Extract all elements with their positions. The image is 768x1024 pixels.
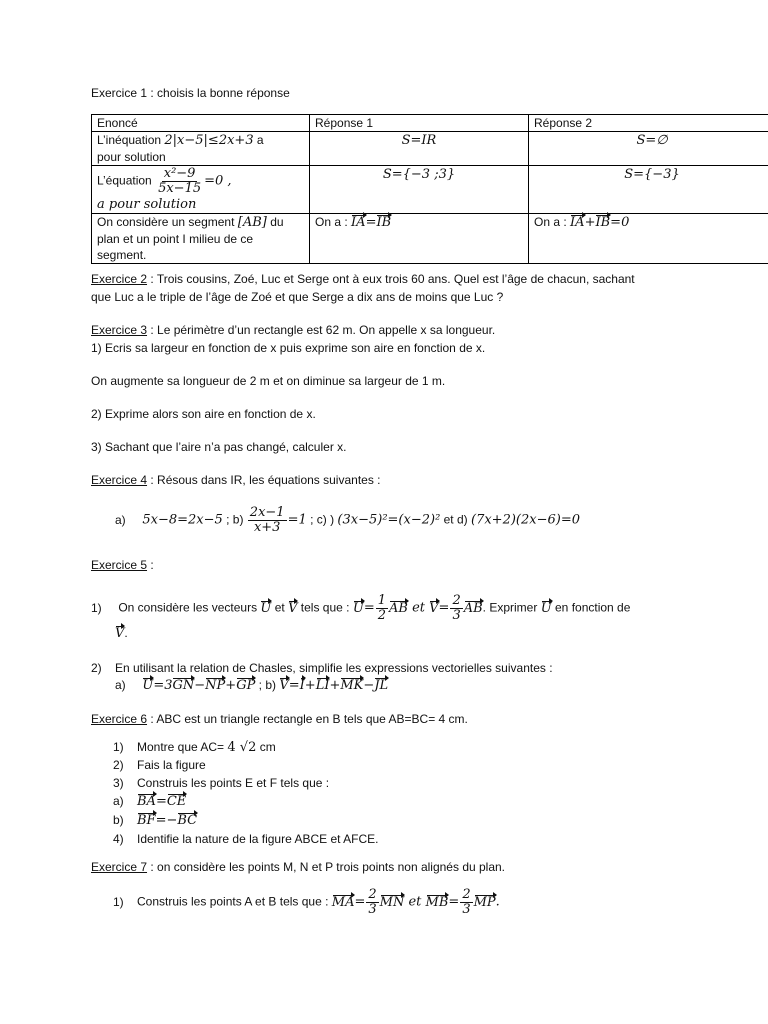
- ex2-line-1: Exercice 2 : Trois cousins, Zoé, Luc et Serge ont à eux trois 60 ans. Quel est l’âge de chacun, sachant: [91, 272, 635, 286]
- vector-ab: AB: [463, 600, 483, 616]
- ex6-line-1: Exercice 6 : ABC est un triangle rectangle en B tels que AB=BC= 4 cm.: [91, 712, 468, 726]
- vector-u: U: [352, 600, 364, 616]
- vector-v: V: [115, 626, 125, 641]
- vector-i: I: [299, 678, 305, 693]
- vector-ia: IA: [351, 215, 366, 230]
- vector-bf: BF: [137, 813, 156, 828]
- vector-mn: MN: [379, 894, 405, 910]
- ex1-header-reponse2: Réponse 2: [529, 115, 768, 132]
- ex4-label: Exercice 4: [91, 473, 148, 487]
- ex6-item-3: 3) Construis les points E et F tels que :: [113, 776, 330, 790]
- ex1-row-3-reponse1: On a : IA=IB: [310, 214, 529, 264]
- ex6-item-1: 1) Montre que AC= 4 √2 cm: [113, 740, 276, 755]
- ex2-line-2: que Luc a le triple de l’âge de Zoé et que Serge a dix ans de moins que Luc ?: [91, 290, 504, 304]
- ex3-question-1: 1) Ecris sa largeur en fonction de x puis exprime son aire en fonction de x.: [91, 341, 486, 355]
- vector-li: LI: [315, 678, 330, 693]
- vector-ce: CE: [166, 794, 187, 809]
- vector-ba: BA: [137, 794, 156, 809]
- ex3-paragraph: On augmente sa longueur de 2 m et on diminue sa largeur de 1 m.: [91, 374, 446, 388]
- vector-v: V: [429, 600, 439, 616]
- ex4-eq-c: (3x−5)²=(x−2)²: [337, 512, 441, 528]
- ex1-row-2: [92, 166, 768, 214]
- ex1-row-3-enonce: On considère un segment [AB] du plan et un point I milieu de ce segment.: [92, 214, 310, 264]
- ex1-row-2-enonce: L’équation $\frac{\text{x²−9}}{5x-15}$ =0 , a pour solution: [92, 166, 310, 214]
- ex4-eq-a: 5x−8=2x−5: [142, 512, 223, 528]
- ex1-fraction: $\frac{\text{x²−9}}{5x-15}$: [158, 166, 202, 196]
- vector-ib: IB: [376, 215, 392, 230]
- vector-u: U: [260, 600, 272, 616]
- vector-mk: MK: [340, 678, 364, 693]
- ex6-item-2: 2) Fais la figure: [113, 758, 206, 772]
- ex3-line-1: Exercice 3 : Le périmètre d’un rectangle est 62 m. On appelle x sa longueur.: [91, 323, 496, 337]
- vector-u: U: [540, 600, 552, 616]
- ex4-equations: a) 5x−8=2x−5 ; b) $\frac{2x-1}{x+3}$ =1 ; c) ) (3x−5)²=(x−2)² et d) (7x+2)(2x−6)=0: [115, 505, 580, 535]
- vector-ma: MA: [331, 894, 355, 910]
- ex1-row-1-reponse2: S=∅: [529, 132, 768, 166]
- ex1-row-2-reponse1: S={−3 ;3}: [310, 166, 529, 214]
- ex3-label: Exercice 3: [91, 323, 148, 337]
- ex6-label: Exercice 6: [91, 712, 148, 726]
- ex5-question-1-end: V.: [115, 626, 128, 641]
- vector-bc: BC: [177, 813, 198, 828]
- ex1-row-1: [92, 132, 768, 166]
- ex1-header-reponse1: Réponse 1: [310, 115, 529, 132]
- vector-mb: MB: [425, 894, 449, 910]
- ex1-header-enonce: Enoncé: [92, 115, 310, 132]
- vector-u: U: [142, 678, 154, 693]
- ex6-item-a: a) BA=CE: [113, 794, 187, 809]
- vector-ib: IB: [595, 215, 611, 230]
- ex5-label: Exercice 5: [91, 558, 148, 572]
- ex3-question-2: 2) Exprime alors son aire en fonction de x.: [91, 407, 316, 421]
- ex4-fraction: $\frac{2x-1}{x+3}$: [249, 505, 285, 535]
- ex5-question-1: 1) On considère les vecteurs U et V tels que : U= $\frac{1}{2}$ AB et V= $\frac{2}{3}$ AB. Exprimer U en fonction de: [91, 593, 631, 623]
- ex5-line-1: Exercice 5 :: [91, 558, 154, 572]
- ex6-item-4: 4) Identifie la nature de la figure ABCE et AFCE.: [113, 832, 379, 846]
- ex1-row-1-reponse1: S=IR: [310, 132, 529, 166]
- vector-np: NP: [205, 678, 226, 693]
- ex1-table: [91, 114, 768, 264]
- ex1-row-2-reponse2: S={−3}: [529, 166, 768, 214]
- vector-gp: GP: [236, 678, 256, 693]
- vector-v: V: [279, 678, 289, 693]
- ex1-title: Exercice 1 : choisis la bonne réponse: [91, 86, 290, 100]
- ex3-question-3: 3) Sachant que l’aire n’a pas changé, calculer x.: [91, 440, 347, 454]
- vector-jl: JL: [374, 678, 389, 693]
- ex7-line-1: Exercice 7 : on considère les points M, N et P trois points non alignés du plan.: [91, 860, 506, 874]
- vector-v: V: [288, 600, 298, 616]
- vector-ia: IA: [570, 215, 585, 230]
- vector-gn: GN: [172, 678, 195, 693]
- ex5-question-2: 2) En utilisant la relation de Chasles, simplifie les expressions vectorielles suivantes :: [91, 661, 553, 675]
- vector-ab: AB: [389, 600, 408, 616]
- ex7-label: Exercice 7: [91, 860, 148, 874]
- ex5-expressions: a) U=3GN−NP+GP ; b) V=I+LI+MK−JL: [115, 678, 389, 693]
- ex1-row-3-reponse2: On a : IA+IB=0: [529, 214, 768, 264]
- ex4-line-1: Exercice 4 : Résous dans IR, les équations suivantes :: [91, 473, 381, 487]
- ex1-header-row: [92, 115, 768, 132]
- ex1-row-1-enonce: L’inéquation 2|x−5|≤2x+3 a pour solution: [92, 132, 310, 166]
- ex4-eq-d: (7x+2)(2x−6)=0: [471, 512, 580, 528]
- ex2-label: Exercice 2: [91, 272, 148, 286]
- vector-mp: MP: [473, 894, 496, 910]
- ex1-row-3: [92, 214, 768, 264]
- ex7-question-1: 1) Construis les points A et B tels que : MA= $\frac{2}{3}$ MN et MB= $\frac{2}{3}$ MP.: [113, 887, 500, 917]
- ex6-item-b: b) BF=−BC: [113, 813, 198, 828]
